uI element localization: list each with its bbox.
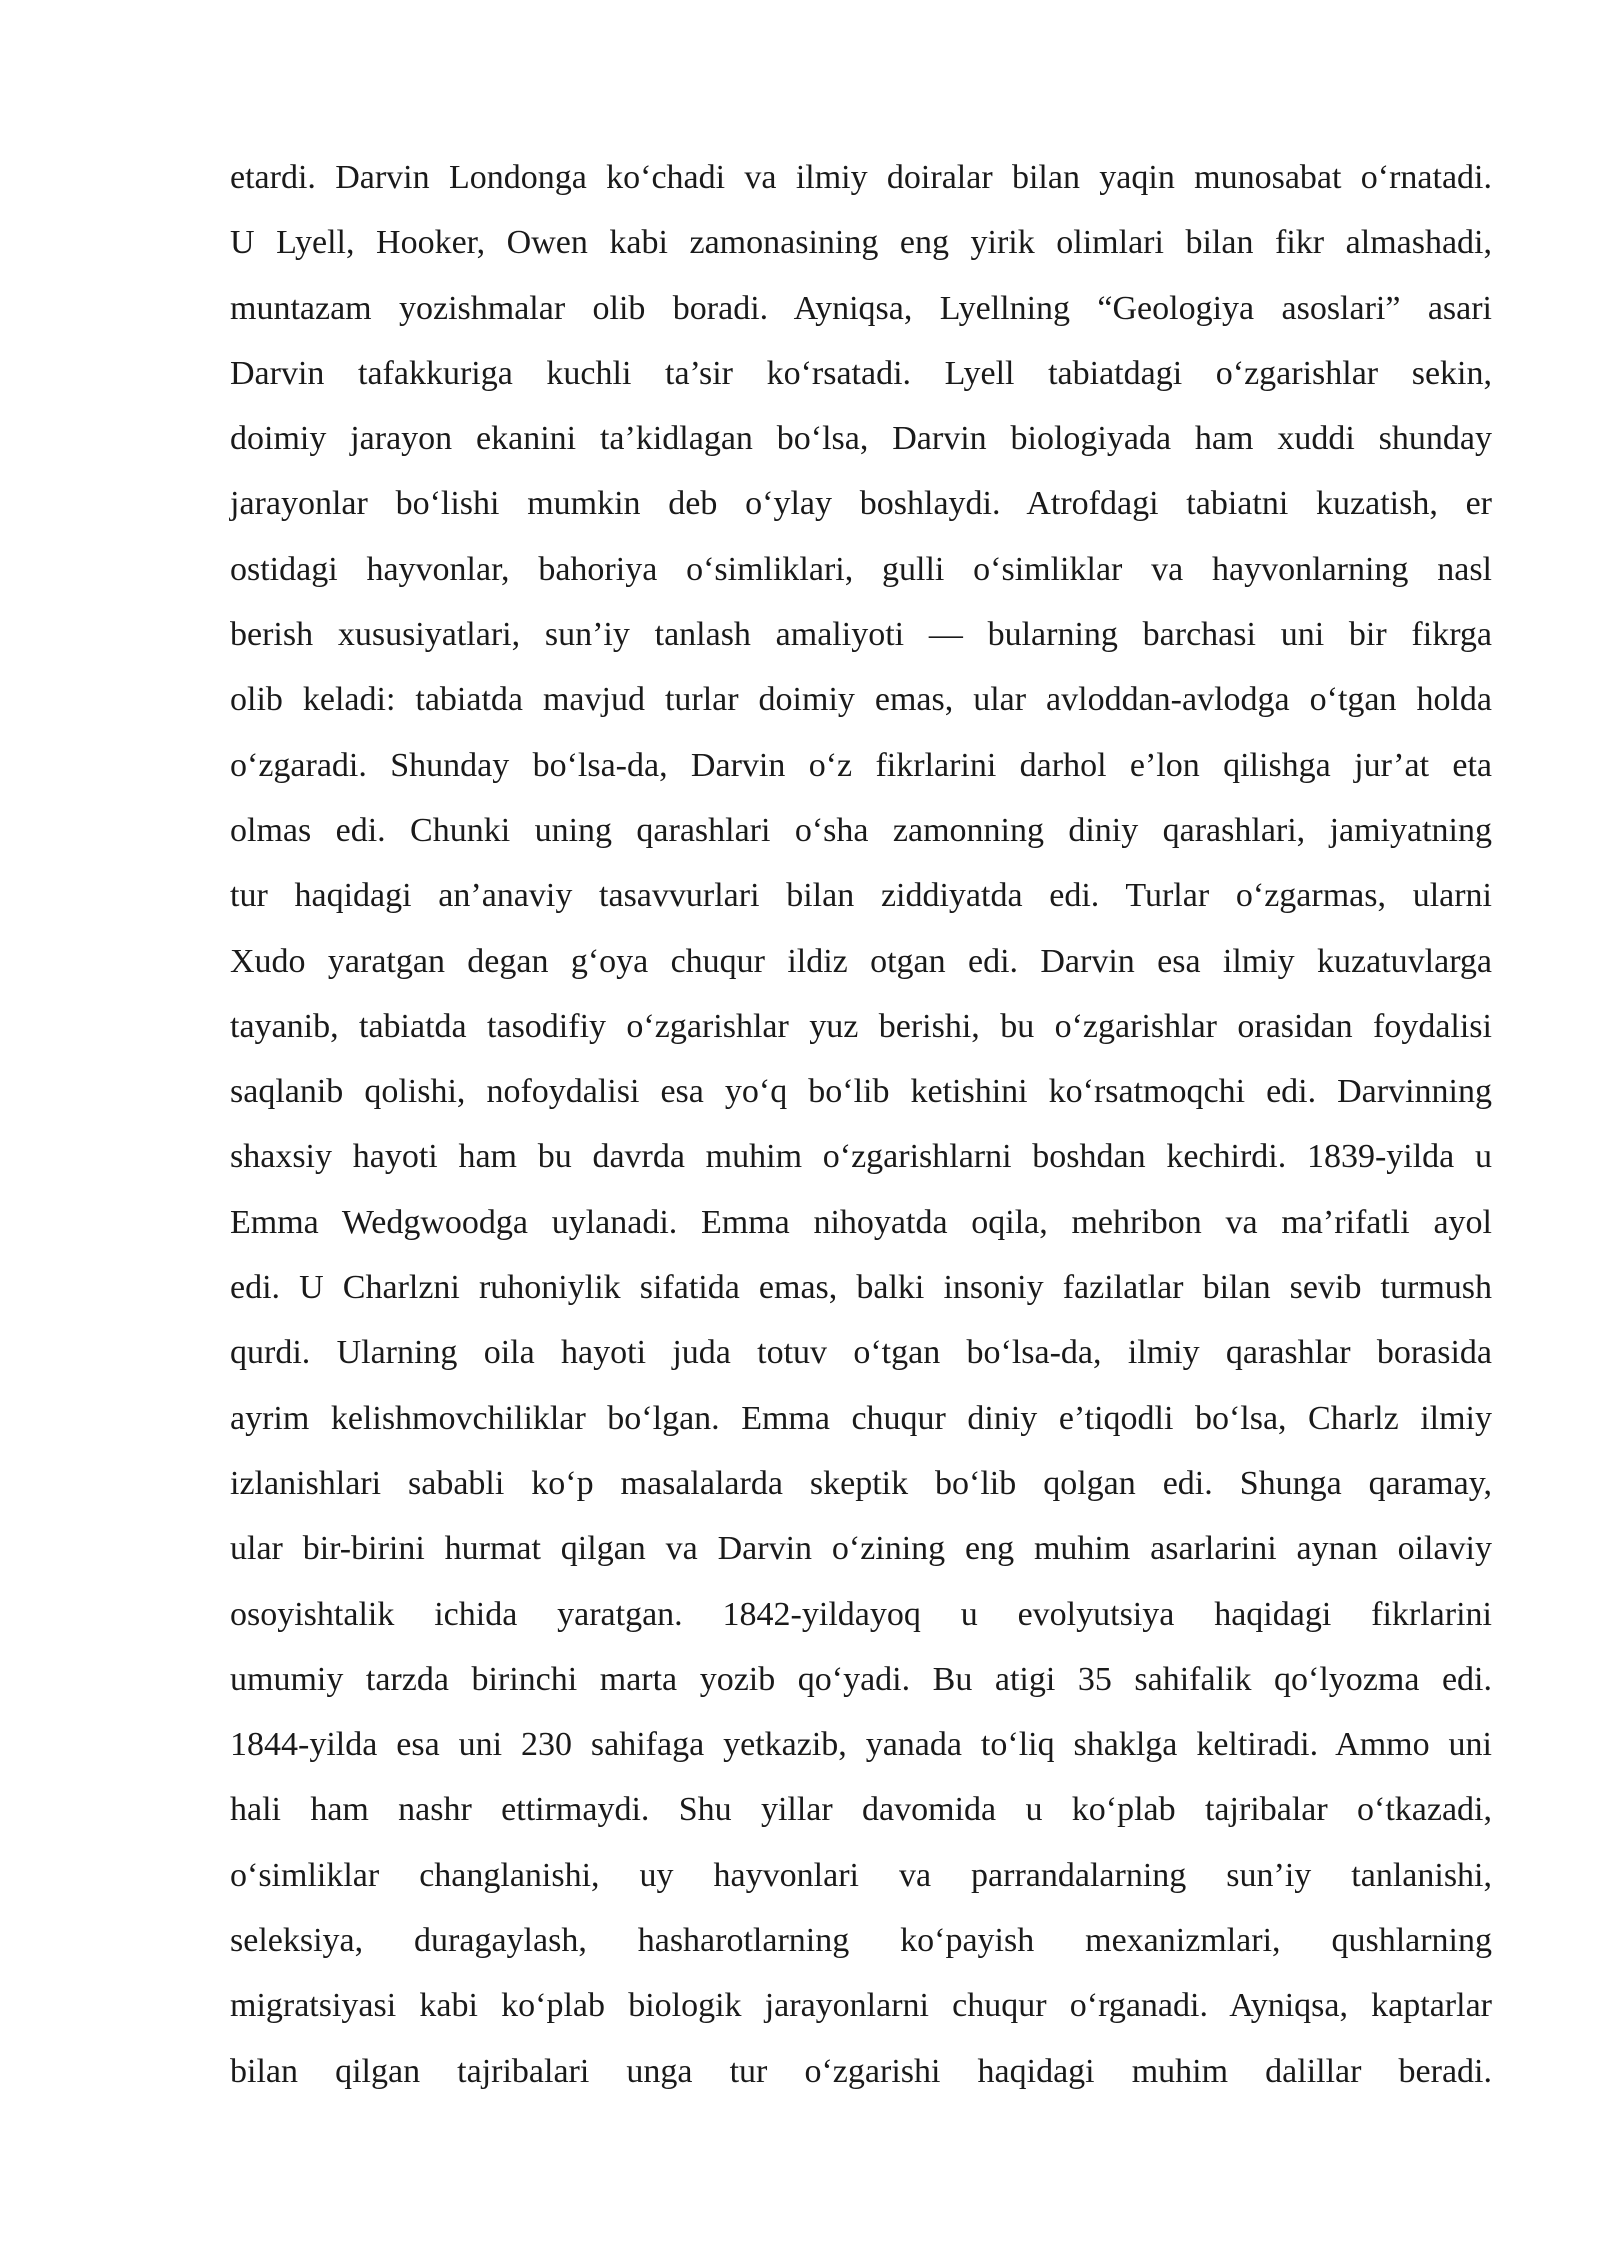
text-line: o‘zgaradi. Shunday bo‘lsa-da, Darvin o‘z fikrlarini darhol e’lon qilishga jur’at eta [230,746,1492,784]
text-line: jarayonlar bo‘lishi mumkin deb o‘ylay boshlaydi. Atrofdagi tabiatni kuzatish, er [230,485,1492,523]
text-line: migratsiyasi kabi ko‘plab biologik jarayonlarni chuqur o‘rganadi. Ayniqsa, kaptarlar [230,1987,1492,2025]
text-line: tayanib, tabiatda tasodifiy o‘zgarishlar yuz berishi, bu o‘zgarishlar orasidan foydalisi [230,1007,1492,1045]
text-line: hali ham nashr ettirmaydi. Shu yillar davomida u ko‘plab tajribalar o‘tkazadi, [230,1791,1492,1829]
text-line: olmas edi. Chunki uning qarashlari o‘sha zamonning diniy qarashlari, jamiyatning [230,811,1492,849]
text-line: o‘simliklar changlanishi, uy hayvonlari va parrandalarning sun’iy tanlanishi, [230,1856,1492,1894]
text-line: etardi. Darvin Londonga ko‘chadi va ilmiy doiralar bilan yaqin munosabat o‘rnatadi. [230,159,1492,196]
text-line: U Lyell, Hooker, Owen kabi zamonasining eng yirik olimlari bilan fikr almashadi, [230,224,1492,262]
text-line: shaxsiy hayoti ham bu davrda muhim o‘zgarishlarni boshdan kechirdi. 1839-yilda u [230,1138,1492,1176]
text-line: umumiy tarzda birinchi marta yozib qo‘yadi. Bu atigi 35 sahifalik qo‘lyozma edi. [230,1660,1492,1698]
text-line: ostidagi hayvonlar, bahoriya o‘simliklari, gulli o‘simliklar va hayvonlarning nasl [230,550,1492,588]
text-line: doimiy jarayon ekanini ta’kidlagan bo‘lsa, Darvin biologiyada ham xuddi shunday [230,420,1492,458]
text-line: bilan qilgan tajribalari unga tur o‘zgarishi haqidagi muhim dalillar beradi. [230,2052,1492,2090]
text-line: tur haqidagi an’anaviy tasavvurlari bilan ziddiyatda edi. Turlar o‘zgarmas, ularni [230,877,1492,915]
text-line: ular bir-birini hurmat qilgan va Darvin o‘zining eng muhim asarlarini aynan oilaviy [230,1530,1492,1568]
text-line: saqlanib qolishi, nofoydalisi esa yo‘q bo‘lib ketishini ko‘rsatmoqchi edi. Darvinning [230,1073,1492,1111]
text-line: seleksiya, duragaylash, hasharotlarning ko‘payish mexanizmlari, qushlarning [230,1922,1492,1960]
body-text [230,145,1492,2104]
text-line: olib keladi: tabiatda mavjud turlar doimiy emas, ular avloddan-avlodga o‘tgan holda [230,681,1492,719]
text-line: izlanishlari sababli ko‘p masalalarda skeptik bo‘lib qolgan edi. Shunga qaramay, [230,1464,1492,1502]
text-line: edi. U Charlzni ruhoniylik sifatida emas, balki insoniy fazilatlar bilan sevib turmush [230,1269,1492,1307]
text-line: muntazam yozishmalar olib boradi. Ayniqsa, Lyellning “Geologiya asoslari” asari [230,289,1492,327]
text-line: osoyishtalik ichida yaratgan. 1842-yildayoq u evolyutsiya haqidagi fikrlarini [230,1595,1492,1633]
text-line: Darvin tafakkuriga kuchli ta’sir ko‘rsatadi. Lyell tabiatdagi o‘zgarishlar sekin, [230,354,1492,392]
text-line: qurdi. Ularning oila hayoti juda totuv o‘tgan bo‘lsa-da, ilmiy qarashlar borasida [230,1334,1492,1372]
text-line: Xudo yaratgan degan g‘oya chuqur ildiz otgan edi. Darvin esa ilmiy kuzatuvlarga [230,942,1492,980]
text-line: ayrim kelishmovchiliklar bo‘lgan. Emma chuqur diniy e’tiqodli bo‘lsa, Charlz ilmiy [230,1399,1492,1437]
text-line: berish xususiyatlari, sun’iy tanlash amaliyoti — bularning barchasi uni bir fikrga [230,616,1492,654]
text-line: 1844-yilda esa uni 230 sahifaga yetkazib, yanada to‘liq shaklga keltiradi. Ammo uni [230,1726,1492,1764]
text-line: Emma Wedgwoodga uylanadi. Emma nihoyatda oqila, mehribon va ma’rifatli ayol [230,1203,1492,1241]
